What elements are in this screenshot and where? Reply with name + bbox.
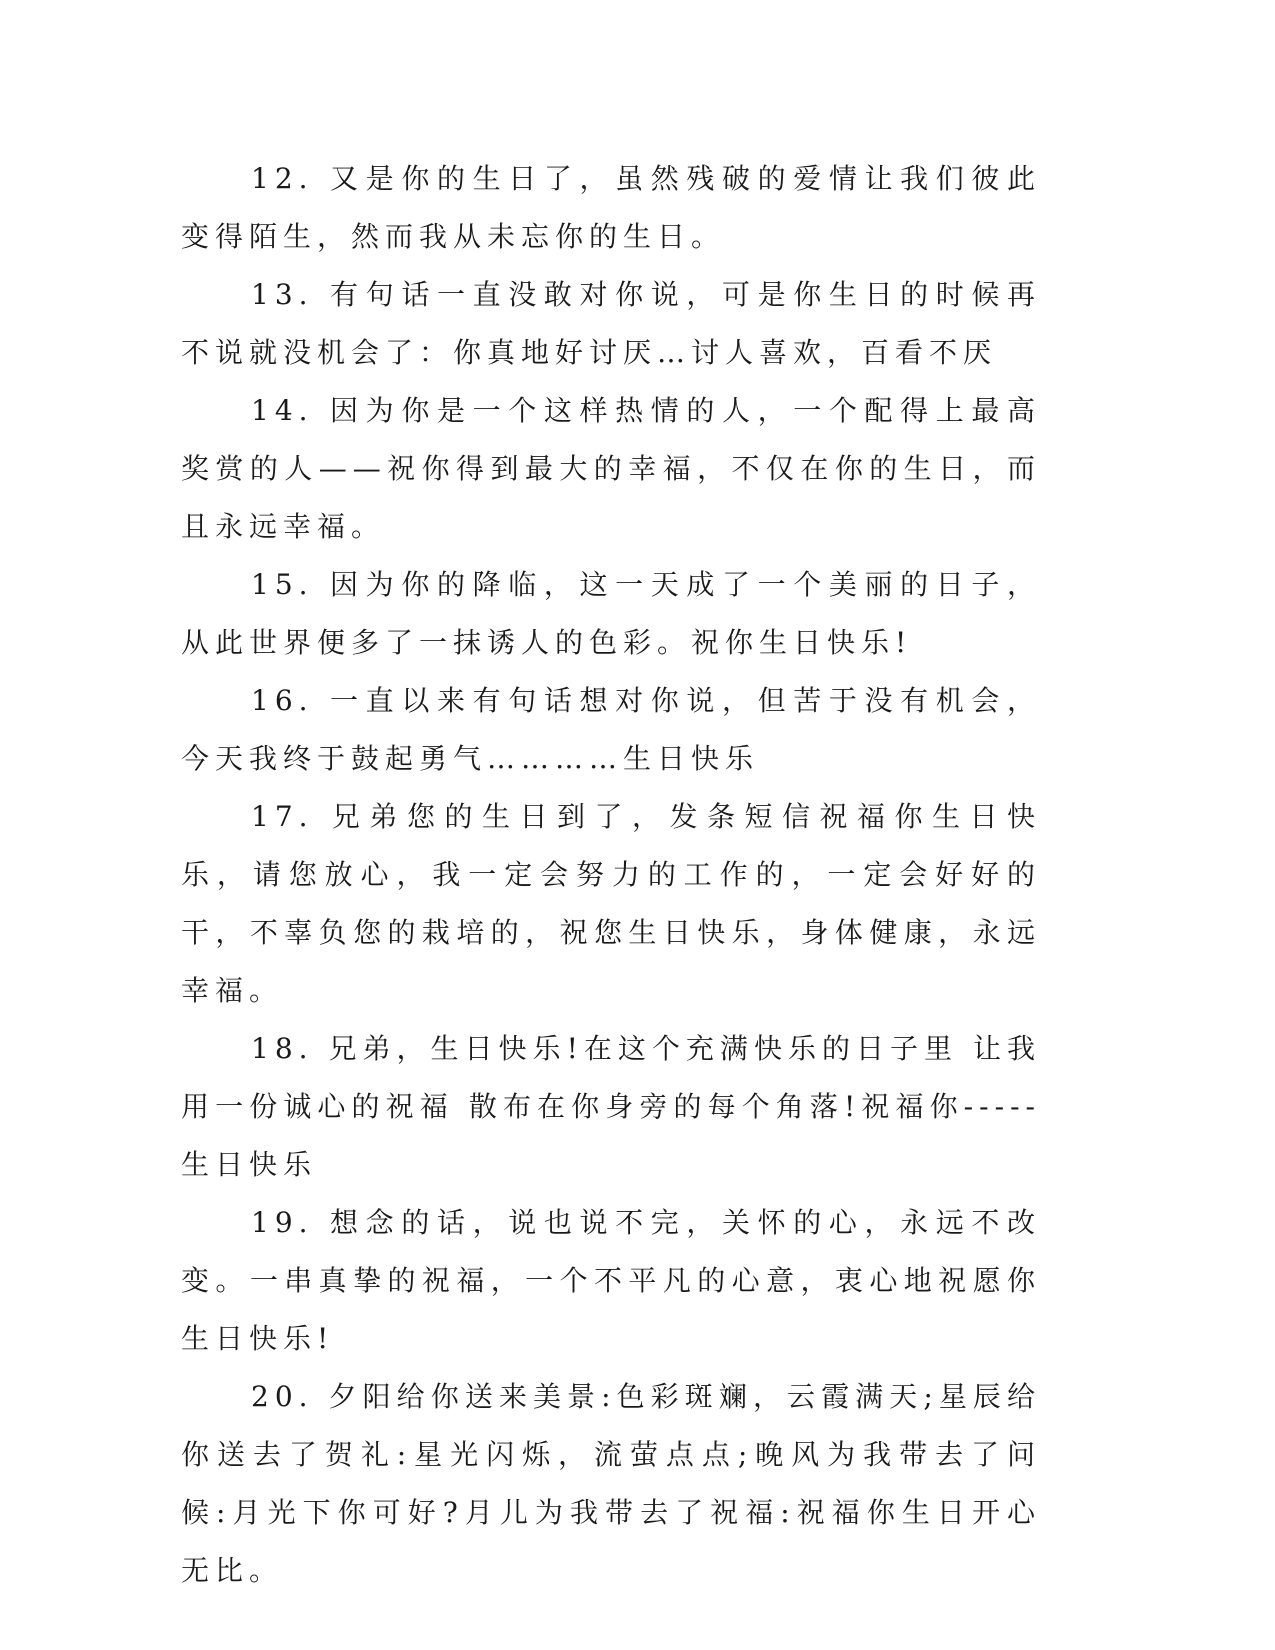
paragraph-15: 15. 因为你的降临，这一天成了一个美丽的日子，从此世界便多了一抹诱人的色彩。祝你生日快乐! [181,568,1041,659]
paragraph-13: 13. 有句话一直没敢对你说，可是你生日的时候再不说就没机会了：你真地好讨厌…讨人喜欢，百看不厌 [181,278,1041,369]
paragraph-16: 16. 一直以来有句话想对你说，但苦于没有机会，今天我终于鼓起勇气…………生日快乐 [181,684,1041,775]
paragraph-12: 12. 又是你的生日了，虽然残破的爱情让我们彼此变得陌生，然而我从未忘你的生日。 [181,162,1041,253]
paragraph-17: 17. 兄弟您的生日到了，发条短信祝福你生日快乐，请您放心，我一定会努力的工作的，一定会好好的干，不辜负您的栽培的，祝您生日快乐，身体健康，永远幸福。 [181,800,1041,1007]
paragraph-18: 18. 兄弟，生日快乐!在这个充满快乐的日子里 让我用一份诚心的祝福 散布在你身旁的每个角落!祝福你-----生日快乐 [181,1032,1041,1181]
document-body [181,150,1041,1600]
paragraph-19: 19. 想念的话，说也说不完，关怀的心，永远不改变。一串真挚的祝福，一个不平凡的心意，衷心地祝愿你生日快乐! [181,1206,1041,1355]
paragraph-14: 14. 因为你是一个这样热情的人，一个配得上最高奖赏的人——祝你得到最大的幸福，不仅在你的生日，而且永远幸福。 [181,394,1041,543]
paragraph-20: 20. 夕阳给你送来美景:色彩斑斓，云霞满天;星辰给你送去了贺礼:星光闪烁，流萤点点;晚风为我带去了问候:月光下你可好?月儿为我带去了祝福:祝福你生日开心无比。 [181,1380,1041,1587]
